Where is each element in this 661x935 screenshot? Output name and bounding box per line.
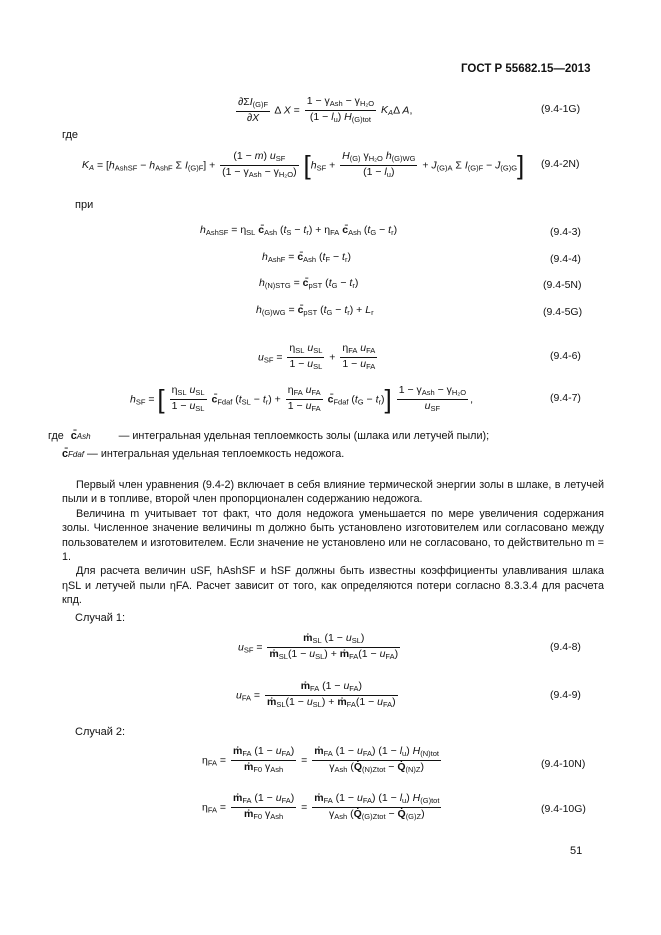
equation-9-4-8: $u_{SF}$ = $\frac{ṁ_{SL} (1 - u_{SL})}{ṁ_{SL}(1 - u_{SL}) + ṁ_{FA}(1 - u_{FA})}$ — [238, 632, 399, 661]
paragraph: Для расчета величин uSF, hAshSF и hSF должны быть известны коэффициенты улавливания шлака ηSL и летучей пыли ηFA. Расчет зависит от того, как определяются потери согласно 8.3.3.4 для расчета кпд. — [62, 565, 604, 607]
word-with: при — [75, 199, 94, 211]
paragraph: Первый член уравнения (9.4-2) включает в себя влияние термической энергии золы в шлаке, в летучей пыли и в топливе, второй член пропорционален содержанию недожога. — [62, 479, 604, 506]
paragraph: Величина m учитывает тот факт, что доля недожога уменьшается по мере увеличения содержания золы. Численное значение величины m должно быть установлено изготовителем или согласовано между пользователем и изготовителем. Если значение не установлено или не согласовано, то действительно m = 1. — [62, 507, 604, 564]
equation-9-4-10g: $\eta_{FA}$ = $\frac{ṁ_{FA} (1 - u_{FA})}{ṁ_{F0} \gamma_{Ash}}$ = $\frac{ṁ_{FA} (1 - u_{FA}) (1 - l_u) H_{(G)tot}}{\gamma_{Ash} (Q̇_{(G)Ztot} - Q̇_{(G)Z})}$ — [202, 792, 440, 821]
eq-number: (9.4-7) — [550, 392, 581, 404]
eq-number: (9.4-1G) — [541, 103, 581, 115]
equation-9-4-10n: $\eta_{FA}$ = $\frac{ṁ_{FA} (1 - u_{FA})}{ṁ_{F0} \gamma_{Ash}}$ = $\frac{ṁ_{FA} (1 - u_{FA}) (1 - l_u) H_{(N)tot}}{\gamma_{Ash} (Q̇_{(N)Ztot} - Q̇_{(N)Z})}$ — [202, 745, 439, 774]
equation-9-4-7: $h_{SF}$ = [ $\frac{\eta_{SL} u_{SL}}{1 - u_{SL}}$ $c̄_{Fdaf}$ $(t_{SL} - t_r)$ + $\frac{\eta_{FA} u_{FA}}{1 - u_{FA}}$ $c̄_{Fdaf}$ $(t_G - t_r)$] $\frac{1 - \gamma_{Ash} - \gamma_{H_2O}}{u_{SF}}$ , — [130, 384, 473, 414]
page-number: 51 — [570, 845, 583, 857]
eq-number: (9.4-5G) — [543, 306, 583, 318]
definition-c-fdaf: c̄Fdaf — интегральная удельная теплоемкость недожога. — [62, 448, 345, 460]
equation-9-4-6: $u_{SF}$ = $\frac{\eta_{SL} u_{SL}}{1 - u_{SL}}$ + $\frac{\eta_{FA} u_{FA}}{1 - u_{FA}}$ — [258, 342, 376, 371]
equation-9-4-1g: $\frac{\partial\Sigma I_{(G)F}}{\partial X}$ Δ X = $\frac{1 - \gamma_{Ash} - \gamma_{H_2O}}{(1 - l_u) H_{(G)tot}}$ $K_A\Delta$ A, — [238, 95, 413, 124]
case-1-label: Случай 1: — [75, 612, 126, 624]
eq-number: (9.4-10G) — [541, 803, 586, 815]
equation-9-4-9: $u_{FA}$ = $\frac{ṁ_{FA} (1 - u_{FA})}{ṁ_{SL}(1 - u_{SL}) + ṁ_{FA}(1 - u_{FA})}$ — [236, 680, 396, 709]
eq-number: (9.4-6) — [550, 350, 581, 362]
equation-9-4-2n: $K_A = [h_{AshSF} - h_{AshF}$ Σ $I_{(G)F}$] + $\frac{(1 - m) u_{SF}}{(1 - \gamma_{Ash} - \gamma_{H_2O})}$ [$h_{SF}$ + $\frac{H_{(G)} \gamma_{H_2O} h_{(G)WG}}{(1 - l_u)}$ + $J_{(G)A}$ Σ $I_{(G)F} - J_{(G)G}$] — [82, 150, 525, 180]
eq-number: (9.4-3) — [550, 226, 581, 238]
body-paragraphs — [62, 478, 604, 608]
word-where: где — [62, 129, 79, 141]
eq-number: (9.4-10N) — [541, 758, 586, 770]
standard-header: ГОСТ Р 55682.15—2013 — [461, 63, 591, 75]
eq-number: (9.4-4) — [550, 253, 581, 265]
equation-9-4-5g: $h_{(G)WG}$ = $c̄_{pST}$ $(t_G - t_r) + L_r$ — [256, 304, 374, 317]
case-2-label: Случай 2: — [75, 726, 126, 738]
equation-9-4-3: $h_{AshSF} = \eta_{SL}$ $c̄_{Ash}$ $(t_S - t_r) + \eta_{FA}$ $c̄_{Ash}$ $(t_G - t_r)$ — [200, 224, 398, 237]
definition-c-ash: где c̄Ash — интегральная удельная теплоемкость золы (шлака или летучей пыли); — [48, 430, 490, 442]
eq-number: (9.4-2N) — [541, 158, 580, 170]
eq-number: (9.4-9) — [550, 689, 581, 701]
eq-number: (9.4-8) — [550, 641, 581, 653]
equation-9-4-5n: $h_{(N)STG}$ = $c̄_{pST}$ $(t_G - t_r)$ — [259, 277, 359, 290]
eq-number: (9.4-5N) — [543, 279, 582, 291]
equation-9-4-4: $h_{AshF}$ = $c̄_{Ash}$ $(t_F - t_r)$ — [262, 251, 351, 264]
